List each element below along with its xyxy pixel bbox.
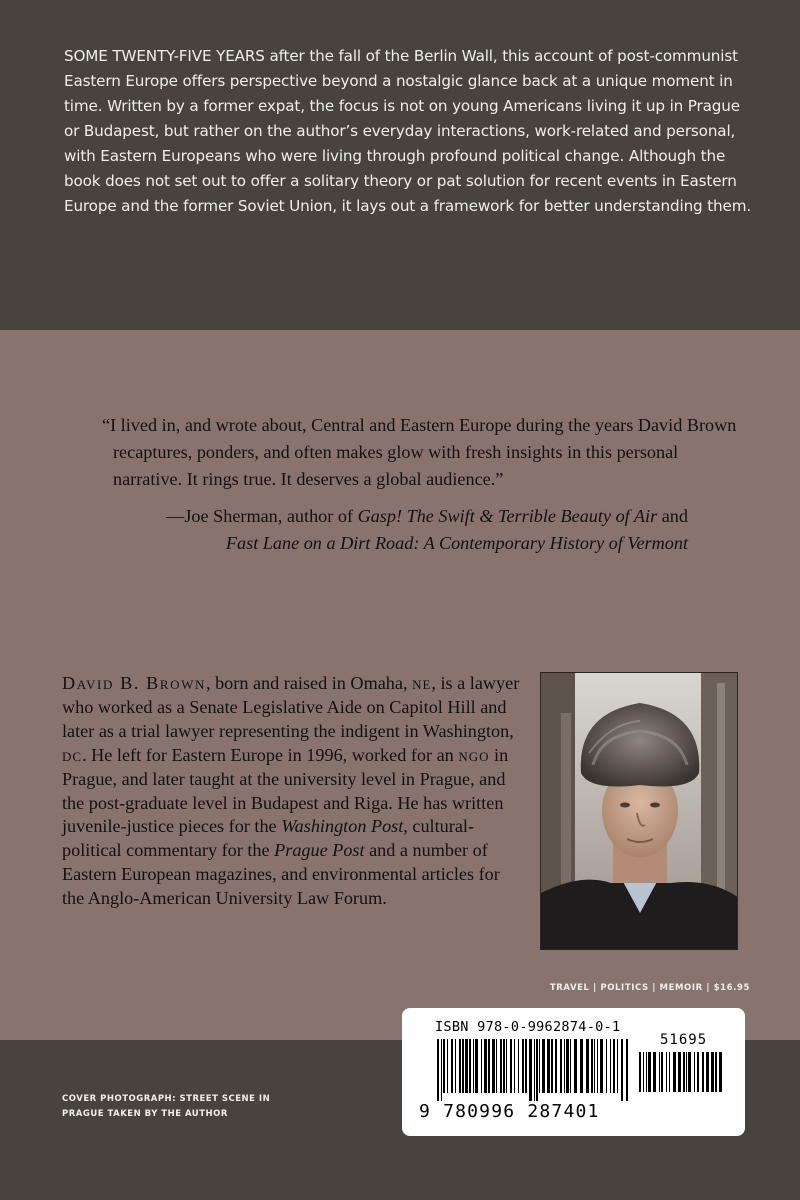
barcode-bar bbox=[475, 1039, 478, 1093]
bio-text-5: , cultural-political commentary for the bbox=[62, 816, 474, 861]
barcode-bar bbox=[455, 1039, 456, 1093]
barcode-bar bbox=[694, 1052, 695, 1092]
barcode-bar bbox=[610, 1039, 611, 1093]
barcode-bar bbox=[525, 1039, 527, 1093]
barcode-bar bbox=[539, 1039, 540, 1093]
barcode-bar bbox=[639, 1052, 641, 1092]
barcode-bar bbox=[503, 1039, 505, 1093]
addon-barcode bbox=[637, 1052, 725, 1100]
barcode-bar bbox=[437, 1039, 439, 1101]
attribution-prefix: —Joe Sherman, author of bbox=[166, 506, 358, 526]
ean-barcode bbox=[435, 1039, 630, 1101]
bio-text-1: , born and raised in Omaha, bbox=[205, 673, 413, 693]
bio-text-4: in Prague, and later taught at the university level in Prague, and the post-graduate level in Budapest and Riga. He has written juvenile-justice pieces for the bbox=[62, 744, 509, 837]
barcode-bar bbox=[441, 1039, 442, 1101]
barcode-bar bbox=[536, 1039, 538, 1101]
barcode-bar bbox=[586, 1039, 589, 1093]
barcode-bar bbox=[715, 1052, 717, 1092]
author-bio bbox=[62, 672, 524, 911]
price-addon-digits: 51695 bbox=[660, 1032, 708, 1048]
barcode-bar bbox=[555, 1039, 557, 1093]
bio-state-abbr: ne bbox=[412, 673, 432, 693]
barcode-bar bbox=[451, 1039, 453, 1093]
category-price-line: TRAVEL | POLITICS | MEMOIR | $16.95 bbox=[549, 983, 750, 993]
endorsement-quote: “I lived in, and wrote about, Central and Eastern Europe during the years David Brown recaptures, ponders, and often makes glow with fresh insights in this personal narrative. It rings true. It deserves a global audience.” bbox=[102, 415, 737, 489]
barcode-bar bbox=[473, 1039, 474, 1093]
barcode-bar bbox=[669, 1052, 670, 1092]
barcode-bar bbox=[673, 1052, 676, 1092]
bio-publication-1: Washington Post bbox=[281, 816, 404, 837]
bio-text-3: . He left for Eastern Europe in 1996, worked for an bbox=[82, 744, 459, 765]
book-description bbox=[64, 44, 754, 219]
barcode-bar bbox=[643, 1052, 644, 1092]
barcode-bar bbox=[484, 1039, 487, 1093]
barcode-bar bbox=[529, 1039, 532, 1101]
barcode-bar bbox=[514, 1039, 515, 1093]
barcode-bar bbox=[500, 1039, 502, 1093]
barcode-bar bbox=[702, 1052, 704, 1092]
barcode-bar bbox=[469, 1039, 471, 1093]
barcode-panel bbox=[402, 1008, 745, 1136]
blurb-lead: SOME TWENTY-FIVE YEARS bbox=[64, 47, 265, 65]
barcode-bar bbox=[594, 1039, 595, 1093]
barcode-bar bbox=[597, 1039, 598, 1093]
barcode-bar bbox=[522, 1039, 524, 1093]
bio-ngo-abbr: ngo bbox=[458, 744, 490, 765]
author-photo bbox=[540, 672, 738, 950]
barcode-bar bbox=[646, 1052, 647, 1092]
barcode-bar bbox=[600, 1039, 603, 1093]
barcode-bar bbox=[551, 1039, 553, 1093]
bio-text-2: , is a lawyer who worked as a Senate Legislative Aide on Capitol Hill and later as a trial lawyer representing the indigent in Washington, bbox=[62, 673, 520, 741]
bio-text-6: and a number of Eastern European magazines, and environmental articles for the Anglo-American University Law Forum. bbox=[62, 840, 500, 909]
barcode-bar bbox=[560, 1039, 562, 1093]
attribution-joiner: and bbox=[657, 506, 688, 526]
barcode-bar bbox=[481, 1039, 482, 1093]
barcode-bar bbox=[534, 1039, 535, 1101]
barcode-bar bbox=[506, 1039, 507, 1093]
barcode-bar bbox=[719, 1052, 722, 1092]
book-title-fast-lane: Fast Lane on a Dirt Road: A Contemporary History of Vermont bbox=[225, 533, 688, 553]
barcode-bar bbox=[613, 1039, 615, 1093]
barcode-bar bbox=[697, 1052, 699, 1092]
attribution-line-2 bbox=[102, 530, 688, 557]
barcode-bar bbox=[661, 1052, 663, 1092]
barcode-bar bbox=[547, 1039, 550, 1093]
barcode-bar bbox=[459, 1039, 461, 1093]
barcode-bar bbox=[659, 1052, 660, 1092]
barcode-bar bbox=[496, 1039, 497, 1093]
barcode-bar bbox=[591, 1039, 593, 1093]
barcode-bar bbox=[566, 1039, 569, 1093]
book-title-gasp: Gasp! The Swift & Terrible Beauty of Air bbox=[357, 506, 658, 526]
barcode-bar bbox=[621, 1039, 623, 1101]
endorsement-attribution bbox=[102, 503, 742, 557]
barcode-bar bbox=[564, 1039, 565, 1093]
barcode-bar bbox=[518, 1039, 519, 1093]
bio-dc-abbr: dc bbox=[62, 744, 83, 765]
barcode-bar bbox=[706, 1052, 709, 1092]
barcode-bar bbox=[688, 1052, 691, 1092]
barcode-bar bbox=[465, 1039, 468, 1093]
barcode-bar bbox=[443, 1039, 445, 1093]
ean-digits: 9 780996 287401 bbox=[419, 1101, 600, 1122]
barcode-bar bbox=[686, 1052, 687, 1092]
barcode-bar bbox=[462, 1039, 464, 1093]
barcode-bar bbox=[570, 1039, 571, 1093]
barcode-bar bbox=[711, 1052, 714, 1092]
barcode-bar bbox=[617, 1039, 618, 1093]
barcode-bar bbox=[447, 1039, 448, 1093]
endorsement bbox=[102, 412, 742, 557]
author-name: David B. Brown bbox=[62, 673, 206, 693]
barcode-bar bbox=[574, 1039, 577, 1093]
barcode-bar bbox=[683, 1052, 685, 1092]
barcode-bar bbox=[510, 1039, 512, 1093]
barcode-bar bbox=[542, 1039, 545, 1093]
barcode-bar bbox=[648, 1052, 651, 1092]
barcode-bar bbox=[488, 1039, 490, 1093]
cover-photo-credit: COVER PHOTOGRAPH: STREET SCENE IN PRAGUE TAKEN BY THE AUTHOR bbox=[62, 1094, 271, 1119]
attribution-line-1 bbox=[102, 503, 688, 530]
barcode-bar bbox=[492, 1039, 495, 1093]
bio-publication-2: Prague Post bbox=[274, 840, 365, 861]
barcode-bar bbox=[626, 1039, 628, 1101]
isbn-number: ISBN 978-0-9962874-0-1 bbox=[435, 1019, 621, 1035]
blurb-text: after the fall of the Berlin Wall, this account of post-communist Eastern Europe offers perspective beyond a nostalgic glance back at a unique moment in time. Written by a former expat, the focus is not on young Americans living it up in Prague or Budapest, but rather on the author’s everyday interactions, work-related and personal, with Eastern Europeans who were living through profound political change. Although the book does not set out to offer a solitary theory or pat solution for recent events in Eastern Europe and the former Soviet Union, it lays out a framework for better understanding them. bbox=[64, 47, 752, 215]
barcode-bar bbox=[606, 1039, 607, 1093]
barcode-bar bbox=[666, 1052, 667, 1092]
barcode-bar bbox=[580, 1039, 583, 1093]
barcode-bar bbox=[653, 1052, 656, 1092]
barcode-bar bbox=[678, 1052, 681, 1092]
